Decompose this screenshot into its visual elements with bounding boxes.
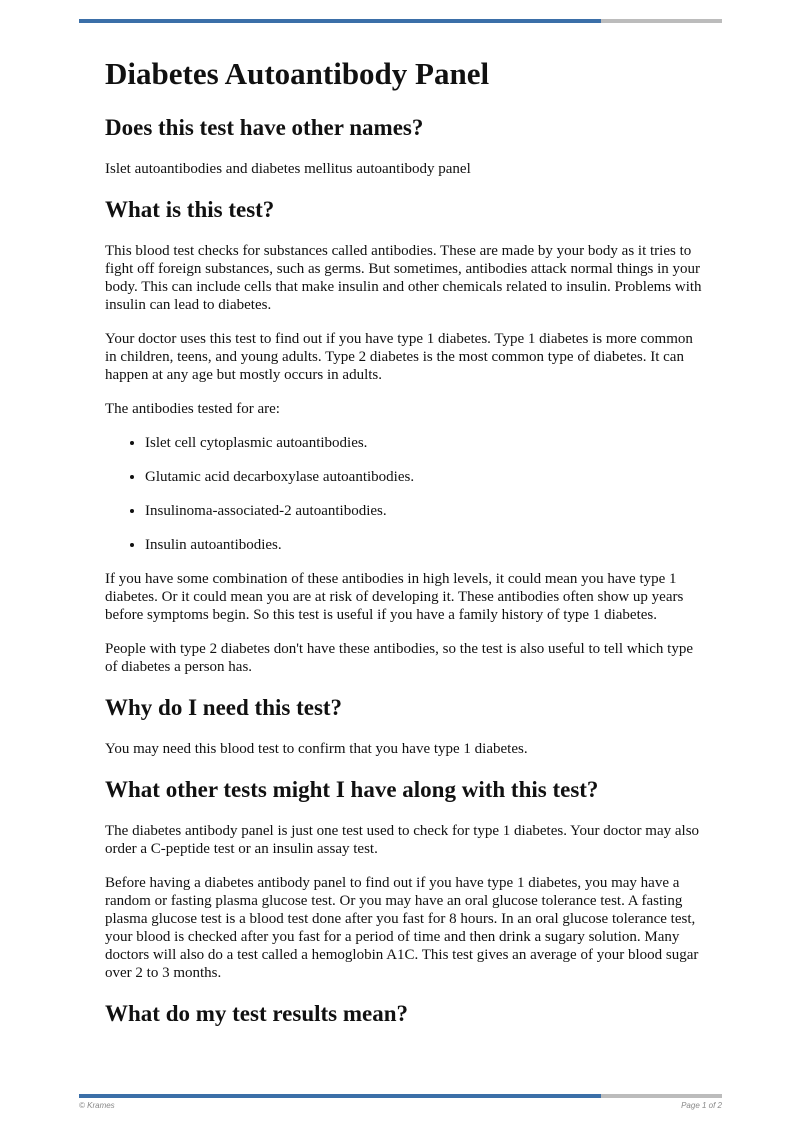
document-body xyxy=(105,52,705,1030)
top-rule-blue-segment xyxy=(79,19,601,23)
other-tests-paragraph-2: Before having a diabetes antibody panel to find out if you have type 1 diabetes, you may have a random or fasting plasma glucose test. Or you may have an oral glucose tolerance test. A fasting plasma glucose test is a blood test done after you fast for 8 hours. In an oral glucose tolerance test, your blood is checked after you fast for a period of time and then drink a sugary solution. Many doctors will also do a test called a hemoglobin A1C. This test gives an average of your blood sugar over 2 to 3 months. xyxy=(105,875,699,981)
footer-copyright: © Krames xyxy=(79,1101,115,1110)
heading-test-results: What do my test results mean? xyxy=(105,1001,409,1026)
heading-other-names: Does this test have other names? xyxy=(105,115,424,140)
bottom-rule xyxy=(79,1094,722,1098)
other-names-text: Islet autoantibodies and diabetes mellitus autoantibody panel xyxy=(105,161,471,177)
why-paragraph-1: You may need this blood test to confirm that you have type 1 diabetes. xyxy=(105,741,528,757)
other-tests-paragraph-1: The diabetes antibody panel is just one test used to check for type 1 diabetes. Your doctor may also order a C-peptide test or an insulin assay test. xyxy=(105,823,700,857)
heading-what-is-test: What is this test? xyxy=(105,197,275,222)
top-rule-gray-segment xyxy=(601,19,722,23)
what-paragraph-2: Your doctor uses this test to find out if you have type 1 diabetes. Type 1 diabetes is more common in children, teens, and young adults. Type 2 diabetes is the most common type of diabetes. It can happen at any age but mostly occurs in adults. xyxy=(105,331,693,383)
top-rule xyxy=(79,19,722,23)
footer-page-number: Page 1 of 2 xyxy=(681,1101,722,1110)
what-paragraph-1: This blood test checks for substances called antibodies. These are made by your body as it tries to fight off foreign substances, such as germs. But sometimes, antibodies attack normal things in your body. This can include cells that make insulin and other chemicals related to insulin. Problems with insulin can lead to diabetes. xyxy=(105,243,702,313)
list-item: • Insulin autoantibodies. xyxy=(145,536,705,554)
list-item: • Insulinoma-associated-2 autoantibodies. xyxy=(145,502,705,520)
heading-why-need-test: Why do I need this test? xyxy=(105,695,343,720)
bottom-rule-gray-segment xyxy=(601,1094,722,1098)
list-item: • Islet cell cytoplasmic autoantibodies. xyxy=(145,434,705,452)
heading-other-tests: What other tests might I have along with this test? xyxy=(105,777,599,802)
list-item: • Glutamic acid decarboxylase autoantibodies. xyxy=(145,468,705,486)
what-paragraph-4: If you have some combination of these antibodies in high levels, it could mean you have type 1 diabetes. Or it could mean you are at risk of developing it. These antibodies often show up years before symptoms begin. So this test is useful if you have a family history of type 1 diabetes. xyxy=(105,571,684,623)
antibodies-list xyxy=(105,434,705,554)
page-title: Diabetes Autoantibody Panel xyxy=(105,56,490,91)
what-paragraph-3: The antibodies tested for are: xyxy=(105,401,280,417)
bottom-rule-blue-segment xyxy=(79,1094,601,1098)
what-paragraph-5: People with type 2 diabetes don't have these antibodies, so the test is also useful to tell which type of diabetes a person has. xyxy=(105,641,694,675)
